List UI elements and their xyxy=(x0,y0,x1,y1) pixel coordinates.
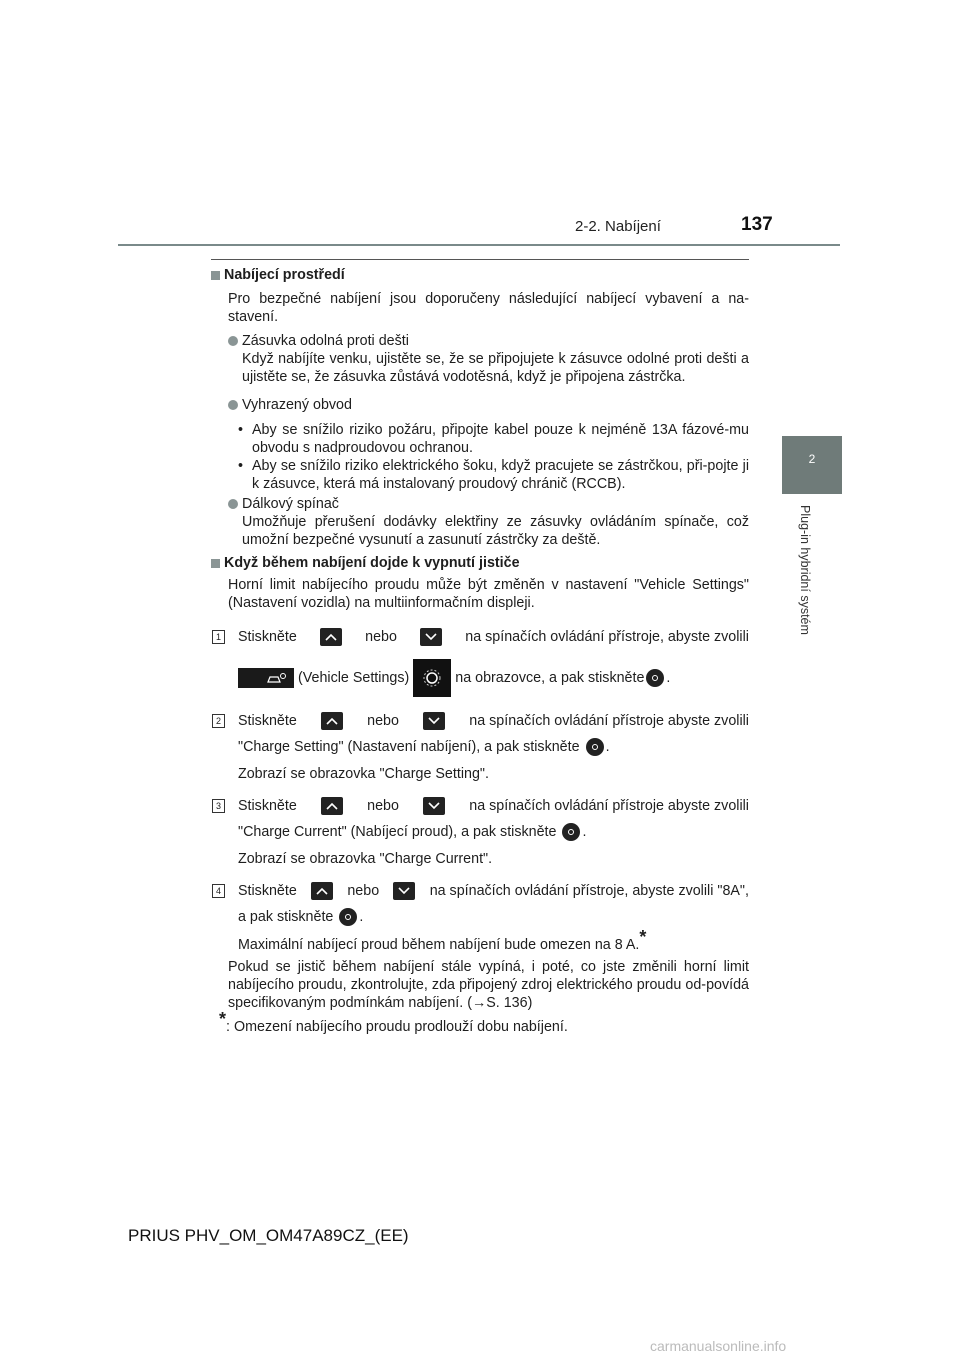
env-intro: Pro bezpečné nabíjení jsou doporučeny následující nabíjecí vybavení a na-stavení. xyxy=(228,291,749,325)
step-4: 4 Stiskněte nebo na spínačích ovládání přístroje, abyste zvolili "8A", a pak stiskněte . Maximální nabíjecí proud během nabíjení bude omezen na 8 A.* xyxy=(211,878,749,954)
arrow-up-button-icon xyxy=(321,797,343,815)
bullet-remote-switch xyxy=(211,495,749,549)
step-note: Zobrazí se obrazovka "Charge Setting". xyxy=(238,766,489,782)
closing-text: Pokud se jistič během nabíjení stále vypíná, i poté, co jste změnili horní limit nabíjecího proudu, zkontrolujte, zda připojený zdroj elektrického proudu od-povídá specifikovaným podmínkám nabíjení. (→S. 136) xyxy=(228,959,749,1011)
bullet-rain-socket xyxy=(211,332,749,386)
arrow-down-button-icon xyxy=(423,797,445,815)
vehicle-settings-icon xyxy=(238,668,294,688)
breaker-intro: Horní limit nabíjecího proudu může být změněn v nastavení "Vehicle Settings" (Nastavení vozidla) na multiinformačním displeji. xyxy=(228,577,749,611)
header-divider xyxy=(118,244,840,246)
arrow-down-button-icon xyxy=(420,628,442,646)
page-content xyxy=(211,264,749,1036)
arrow-up-button-icon xyxy=(311,882,333,900)
sub-bullet: • Aby se snížilo riziko požáru, připojte kabel pouze k nejméně 13A fázové-mu obvodu s nadproudovou ochranou. xyxy=(238,422,749,456)
step-number: 4 xyxy=(212,884,225,898)
step-number: 1 xyxy=(212,630,225,644)
watermark: carmanualsonline.info xyxy=(650,1338,787,1354)
step-number: 3 xyxy=(212,799,225,813)
arrow-down-button-icon xyxy=(393,882,415,900)
bullet-title: Vyhrazený obvod xyxy=(242,397,352,413)
circle-bullet-icon xyxy=(228,499,238,509)
step-number: 2 xyxy=(212,714,225,728)
chapter-label: Plug-in hybridní systém xyxy=(798,505,812,635)
step-3: 3 Stiskněte nebo na spínačích ovládání přístroje abyste zvolili "Charge Current" (Nabíjecí proud), a pak stiskněte . Zobrazí se obrazovka "Charge Current". xyxy=(211,793,749,868)
square-bullet-icon xyxy=(211,271,220,280)
arrow-up-button-icon xyxy=(320,628,342,646)
ok-button-icon xyxy=(339,908,357,926)
step-2: 2 Stiskněte nebo na spínačích ovládání přístroje abyste zvolili "Charge Setting" (Nastavení nabíjení), a pak stiskněte . Zobrazí se obrazovka "Charge Setting". xyxy=(211,708,749,783)
square-bullet-icon xyxy=(211,559,220,568)
section-heading-breaker: Když během nabíjení dojde k vypnutí jističe xyxy=(211,554,749,572)
step-note: Maximální nabíjecí proud během nabíjení bude omezen na 8 A.* xyxy=(238,927,647,953)
ok-button-icon xyxy=(562,823,580,841)
bullet-dedicated-circuit xyxy=(211,396,749,414)
arrow-up-button-icon xyxy=(321,712,343,730)
bullet-title: Dálkový spínač xyxy=(242,496,339,512)
bullet-text: Umožňuje přerušení dodávky elektřiny ze zásuvky ovládáním spínače, což umožní bezpečné vysunutí a zasunutí zástrčky za deště. xyxy=(242,514,749,548)
chapter-tab xyxy=(782,436,842,494)
arrow-down-button-icon xyxy=(423,712,445,730)
sub-bullet: • Aby se snížilo riziko elektrického šoku, když pracujete se zástrčkou, při-pojte ji k zásuvce, která má instalovaný proudový chránič (RCCB). xyxy=(238,458,749,492)
step-note: Zobrazí se obrazovka "Charge Current". xyxy=(238,851,493,867)
ok-button-icon xyxy=(646,669,664,687)
bullet-text: Když nabíjíte venku, ujistěte se, že se připojujete k zásuvce odolné proti dešti a ujistěte se, že zásuvka zůstává vodotěsná, když je připojena zástrčka. xyxy=(242,351,749,385)
page-number: 137 xyxy=(741,214,773,235)
gear-icon xyxy=(413,659,451,697)
footnote: *: Omezení nabíjecího proudu prodlouží dobu nabíjení. xyxy=(219,1009,568,1035)
content-divider xyxy=(211,259,749,260)
bullet-title: Zásuvka odolná proti dešti xyxy=(242,333,409,349)
section-title: 2-2. Nabíjení xyxy=(575,218,661,235)
section-heading-env: Nabíjecí prostředí xyxy=(211,266,749,284)
ok-button-icon xyxy=(586,738,604,756)
circle-bullet-icon xyxy=(228,400,238,410)
step-1: 1 Stiskněte nebo na spínačích ovládání přístroje, abyste zvolili (Vehicle Settings) na obrazovce, a pak stiskněte . xyxy=(211,624,749,698)
document-code: PRIUS PHV_OM_OM47A89CZ_(EE) xyxy=(128,1226,409,1245)
chapter-number: 2 xyxy=(808,452,816,466)
circle-bullet-icon xyxy=(228,336,238,346)
